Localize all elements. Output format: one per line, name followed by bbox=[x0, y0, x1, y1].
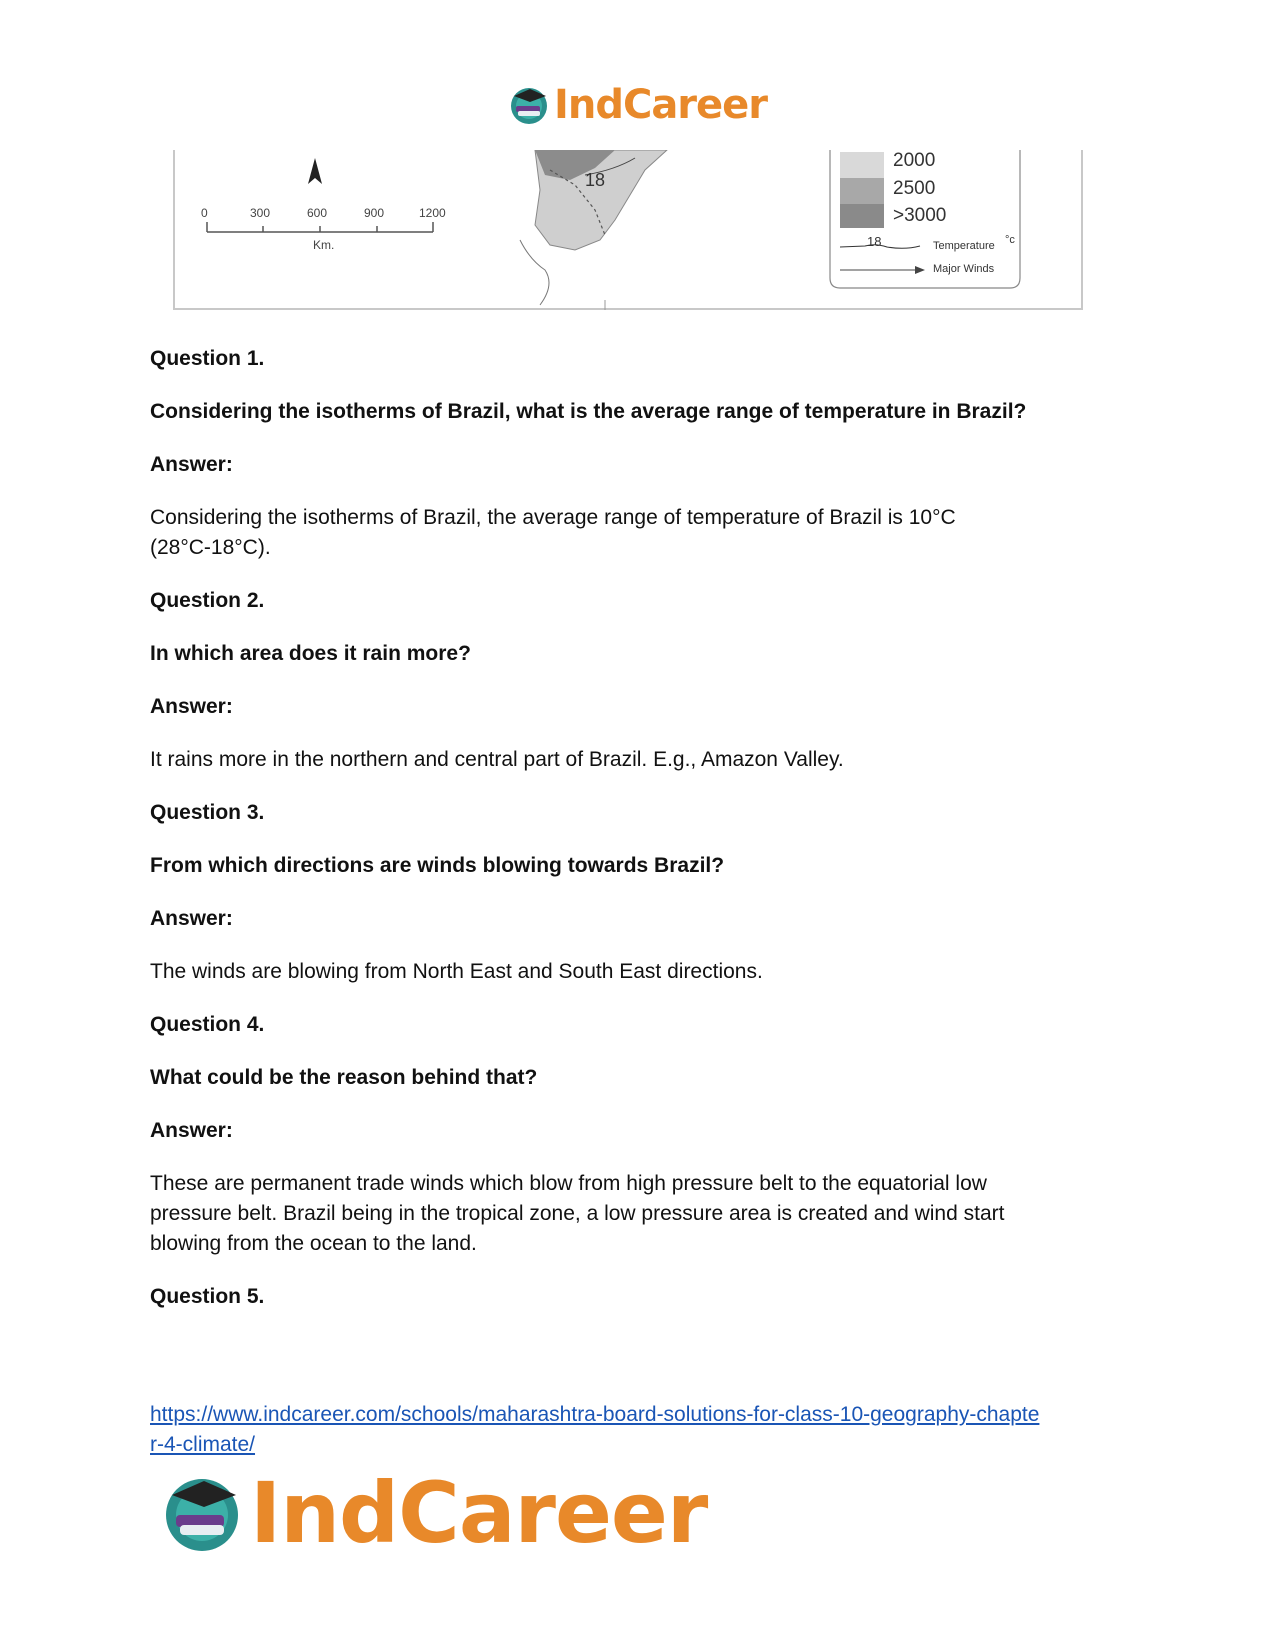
scale-tick-label: 900 bbox=[364, 206, 385, 220]
graduation-globe-icon bbox=[508, 84, 550, 126]
answer-line: Considering the isotherms of Brazil, the average range of temperature of Brazil is 10°C bbox=[150, 506, 956, 529]
legend-isotherm-sample: 18 bbox=[867, 234, 882, 249]
scale-tick-label: 600 bbox=[307, 206, 328, 220]
climate-map-figure bbox=[173, 150, 1083, 310]
source-link-line[interactable]: r-4-climate/ bbox=[150, 1433, 256, 1456]
answer-line: The winds are blowing from North East and South East directions. bbox=[150, 960, 763, 983]
map-artwork bbox=[175, 150, 1085, 310]
qa-section bbox=[150, 344, 1130, 1312]
isotherm-label: 18 bbox=[585, 170, 606, 190]
header-logo bbox=[0, 80, 1275, 130]
source-link[interactable] bbox=[150, 1400, 1130, 1460]
question-text: From which directions are winds blowing towards Brazil? bbox=[150, 854, 725, 877]
legend-rainfall-value: 2000 bbox=[893, 150, 936, 171]
question-label: Question 4. bbox=[150, 1013, 265, 1036]
answer-line: pressure belt. Brazil being in the tropical zone, a low pressure area is created and wind start bbox=[150, 1202, 1005, 1225]
answer-line: These are permanent trade winds which blow from high pressure belt to the equatorial low bbox=[150, 1172, 987, 1195]
arrow-right-icon bbox=[915, 266, 925, 274]
legend-winds-label: Major Winds bbox=[933, 263, 995, 275]
answer-line: blowing from the ocean to the land. bbox=[150, 1232, 477, 1255]
answer-line: It rains more in the northern and central part of Brazil. E.g., Amazon Valley. bbox=[150, 748, 844, 771]
scale-unit-label: Km. bbox=[313, 238, 335, 252]
legend-temperature-unit: °c bbox=[1005, 234, 1015, 246]
answer-label: Answer: bbox=[150, 453, 233, 476]
answer-line: (28°C-18°C). bbox=[150, 536, 271, 559]
answer-label: Answer: bbox=[150, 1119, 233, 1142]
north-arrow-icon bbox=[308, 158, 322, 184]
question-label: Question 2. bbox=[150, 589, 265, 612]
legend-rainfall-value: 2500 bbox=[893, 178, 936, 199]
question-label: Question 1. bbox=[150, 347, 265, 370]
source-link-line[interactable]: https://www.indcareer.com/schools/maharashtra-board-solutions-for-class-10-geography-chapte bbox=[150, 1403, 1040, 1426]
answer-label: Answer: bbox=[150, 695, 233, 718]
scale-tick-label: 0 bbox=[201, 206, 208, 220]
question-text: Considering the isotherms of Brazil, what is the average range of temperature in Brazil? bbox=[150, 400, 1027, 423]
legend-temperature-label: Temperature bbox=[933, 240, 995, 252]
answer-label: Answer: bbox=[150, 907, 233, 930]
scale-tick-label: 1200 bbox=[419, 206, 446, 220]
question-text: What could be the reason behind that? bbox=[150, 1066, 538, 1089]
graduation-globe-icon bbox=[160, 1471, 244, 1555]
scale-tick-label: 300 bbox=[250, 206, 271, 220]
brand-name: IndCareer bbox=[553, 82, 768, 128]
footer-logo bbox=[160, 1464, 708, 1562]
question-label: Question 3. bbox=[150, 801, 265, 824]
brand-name: IndCareer bbox=[250, 1464, 708, 1562]
question-text: In which area does it rain more? bbox=[150, 642, 471, 665]
legend-rainfall-value: >3000 bbox=[893, 205, 947, 226]
question-label: Question 5. bbox=[150, 1285, 265, 1308]
